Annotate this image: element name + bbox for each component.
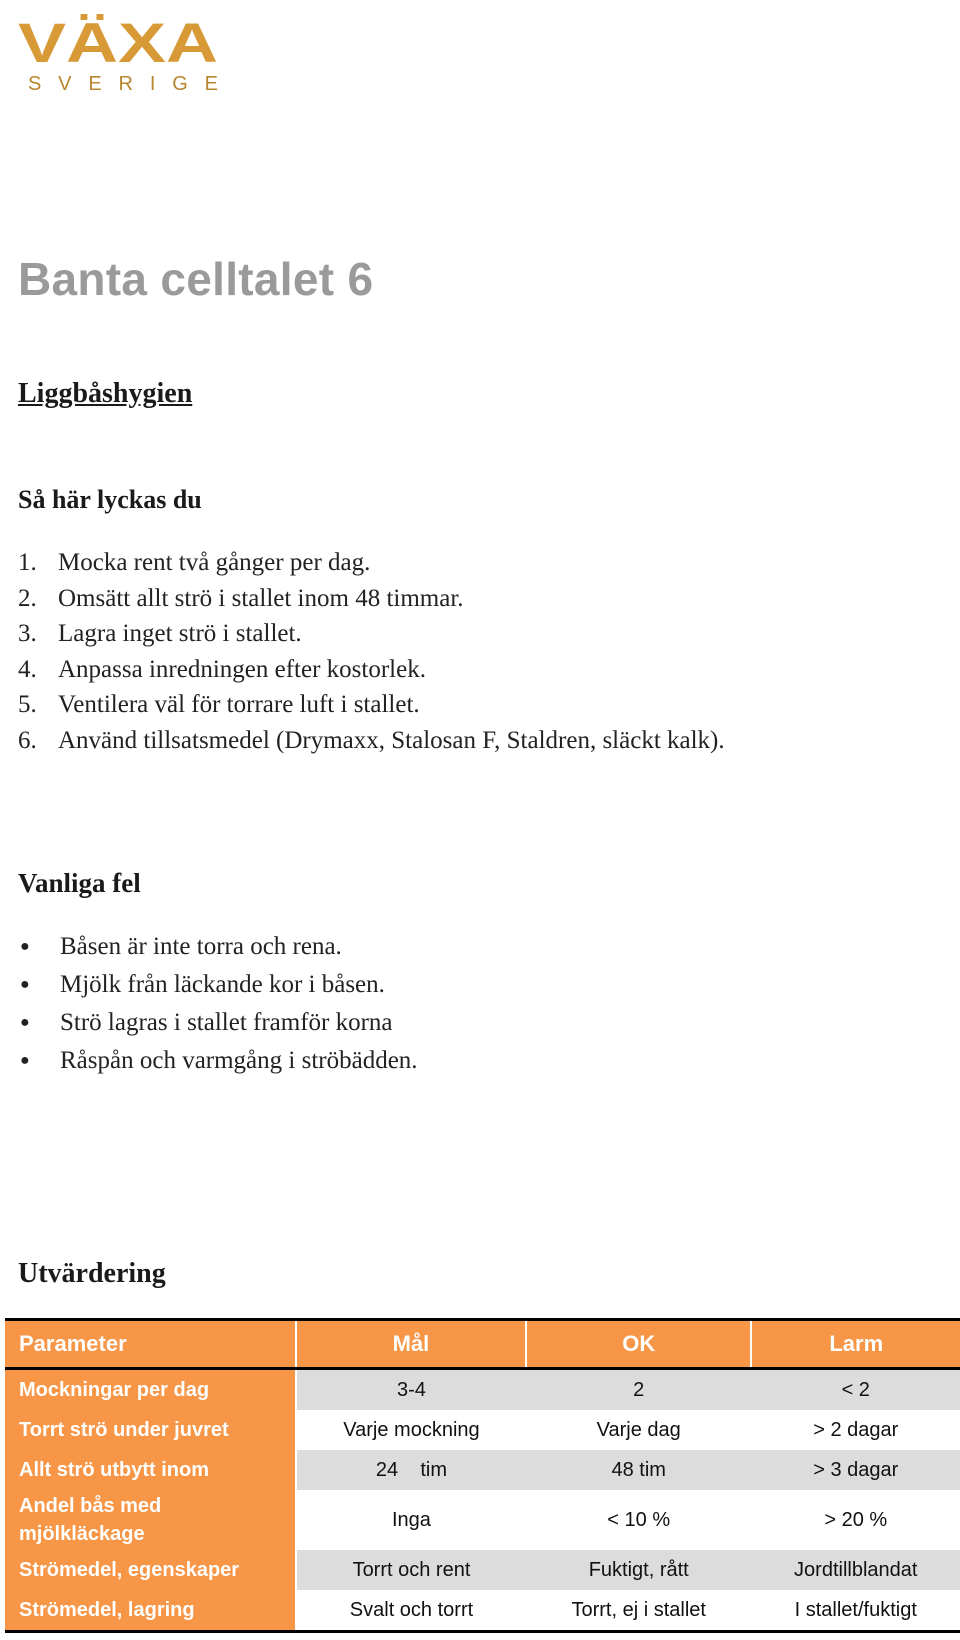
error-text: Råspån och varmgång i ströbädden. xyxy=(60,1047,418,1074)
error-item xyxy=(18,1004,418,1042)
cell-larm: Jordtillblandat xyxy=(751,1550,960,1590)
step-number: 2. xyxy=(18,584,37,612)
table-row xyxy=(5,1410,960,1450)
svg-text:VÄXA: VÄXA xyxy=(18,11,218,74)
evaluation-table xyxy=(5,1318,960,1633)
step-item xyxy=(18,723,725,759)
cell-larm: > 20 % xyxy=(824,1508,888,1531)
row-label: Andel bås med mjölkläckage xyxy=(5,1490,296,1550)
step-text: Ventilera väl för torrare luft i stallet. xyxy=(58,691,420,718)
table-row xyxy=(5,1590,960,1632)
cell-mal: Torrt och rent xyxy=(296,1550,526,1590)
error-item xyxy=(18,928,418,966)
common-errors-list xyxy=(18,928,418,1080)
row-label: Strömedel, egenskaper xyxy=(5,1550,296,1590)
step-item xyxy=(18,652,725,688)
step-text: Omsätt allt strö i stallet inom 48 timmar. xyxy=(58,584,464,612)
error-item xyxy=(18,1042,418,1080)
step-number: 5. xyxy=(18,691,37,718)
step-number: 3. xyxy=(18,620,37,647)
error-text: Båsen är inte torra och rena. xyxy=(60,933,342,960)
success-steps-list xyxy=(18,545,725,758)
bullet-icon: ● xyxy=(20,1052,30,1069)
step-number: 6. xyxy=(18,726,37,754)
step-item xyxy=(18,545,725,581)
table-row xyxy=(5,1490,960,1550)
cell-mal: Varje mockning xyxy=(343,1418,480,1441)
table-row xyxy=(5,1550,960,1590)
cell-mal: Svalt och torrt xyxy=(349,1598,474,1621)
cell-ok: 48 tim xyxy=(526,1450,752,1490)
row-label: Strömedel, lagring xyxy=(5,1590,296,1632)
step-text: Mocka rent två gånger per dag. xyxy=(58,549,371,576)
cell-ok: Varje dag xyxy=(596,1418,681,1441)
error-item xyxy=(18,966,418,1004)
bullet-icon: ● xyxy=(20,976,30,993)
step-item xyxy=(18,687,725,723)
section-heading: Liggbåshygien xyxy=(18,378,193,409)
cell-mal: 24 tim xyxy=(296,1450,526,1490)
vaxa-sverige-logo xyxy=(14,8,234,98)
cell-ok: 2 xyxy=(526,1369,752,1411)
page-title: Banta celltalet 6 xyxy=(18,253,374,305)
column-header-ok: OK xyxy=(526,1320,752,1369)
cell-larm: < 2 xyxy=(751,1369,960,1411)
table-row xyxy=(5,1369,960,1411)
cell-ok: Torrt, ej i stallet xyxy=(571,1598,706,1621)
error-text: Strö lagras i stallet framför korna xyxy=(60,1009,393,1036)
common-errors-heading: Vanliga fel xyxy=(18,868,141,898)
step-text: Använd tillsatsmedel (Drymaxx, Stalosan F, Staldren, släckt kalk). xyxy=(58,726,725,754)
cell-ok: Fuktigt, rått xyxy=(526,1550,752,1590)
column-header-mal: Mål xyxy=(296,1320,526,1369)
step-number: 4. xyxy=(18,655,37,683)
cell-larm: > 2 dagar xyxy=(813,1418,899,1441)
step-text: Lagra inget strö i stallet. xyxy=(58,620,302,647)
cell-larm: I stallet/fuktigt xyxy=(794,1598,917,1621)
step-number: 1. xyxy=(18,549,37,576)
column-header-larm: Larm xyxy=(751,1320,960,1369)
svg-text:SVERIGE: SVERIGE xyxy=(28,73,218,95)
logo-icon xyxy=(14,8,234,98)
table-header-row xyxy=(5,1320,960,1369)
row-label: Torrt strö under juvret xyxy=(5,1410,296,1450)
step-item xyxy=(18,616,725,652)
step-text: Anpassa inredningen efter kostorlek. xyxy=(58,655,426,683)
evaluation-heading: Utvärdering xyxy=(18,1258,166,1289)
row-label: Mockningar per dag xyxy=(5,1369,296,1411)
cell-larm: > 3 dagar xyxy=(751,1450,960,1490)
cell-mal: Inga xyxy=(392,1508,431,1531)
error-text: Mjölk från läckande kor i båsen. xyxy=(60,971,385,998)
cell-mal: 3-4 xyxy=(296,1369,526,1411)
table-row xyxy=(5,1450,960,1490)
step-item xyxy=(18,581,725,617)
column-header-parameter: Parameter xyxy=(5,1320,296,1369)
bullet-icon: ● xyxy=(20,1014,30,1031)
success-heading: Så här lyckas du xyxy=(18,485,202,514)
cell-ok: < 10 % xyxy=(607,1508,671,1531)
bullet-icon: ● xyxy=(20,938,30,955)
row-label: Allt strö utbytt inom xyxy=(5,1450,296,1490)
